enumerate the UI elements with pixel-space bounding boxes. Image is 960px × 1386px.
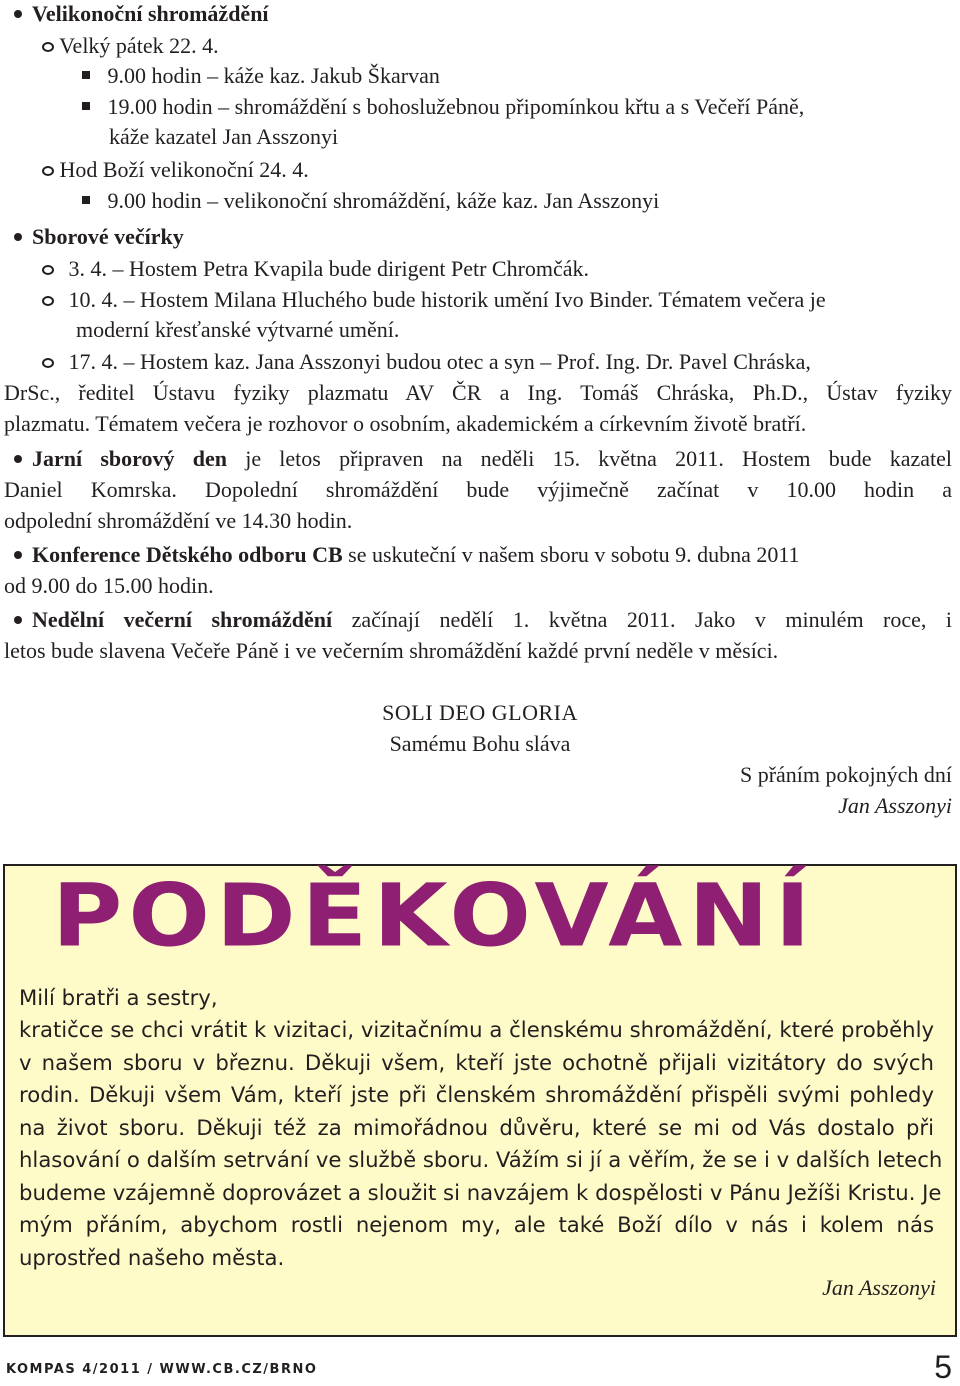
evening-item-1: 3. 4. – Hostem Petra Kvapila bude dirigent Petr Chromčák. — [42, 253, 589, 284]
evening-item-3-cont: DrSc., ředitel Ústavu fyziky plazmatu AV ČR a Ing. Tomáš Chráska, Ph.D., Ústav fyziky — [4, 380, 952, 405]
footer-publication: KOMPAS 4/2011 / WWW.CB.CZ/BRNO — [6, 1362, 318, 1377]
easter-sunday-service-1: 9.00 hodin – velikonoční shromáždění, káže kaz. Jan Asszonyi — [82, 185, 659, 216]
spring-day-paragraph: Jarní sborový den je letos připraven na neděli 15. května 2011. Hostem bude kazatel — [14, 443, 952, 474]
square-bullet-icon — [82, 71, 90, 79]
good-friday-item: Velký pátek 22. 4. — [42, 30, 219, 61]
sunday-evening-paragraph: Nedělní večerní shromáždění začínají nedělí 1. května 2011. Jako v minulém roce, i — [14, 604, 952, 635]
bullet-icon — [14, 455, 22, 463]
signature: Jan Asszonyi — [838, 793, 952, 818]
thanks-line: rodin. Děkuji všem Vám, kteří jste při členském shromáždění přispěli svými pohledy — [19, 1082, 934, 1107]
thanks-line: budeme vzájemně doprovázet a sloužit si navzájem k dospělosti v Pánu Ježíši Kristu. Je — [19, 1180, 942, 1205]
circle-bullet-icon — [42, 42, 54, 52]
easter-sunday-item: Hod Boží velikonoční 24. 4. — [42, 154, 309, 185]
spring-day-line-2: Daniel Komrska. Dopolední shromáždění bude výjimečně začínat v 10.00 hodin a — [4, 477, 952, 502]
thanks-line: hlasování o dalším setrvání ve službě sboru. Vážím si jí a věřím, že se i v dalších letech — [19, 1147, 943, 1172]
thanks-line: kratičce se chci vrátit k vizitaci, vizitačnímu a členskému shromáždění, které proběhly — [19, 1017, 934, 1042]
motto-translation: Samému Bohu sláva — [389, 731, 571, 756]
evening-item-3: 17. 4. – Hostem kaz. Jana Asszonyi budou otec a syn – Prof. Ing. Dr. Pavel Chráska, — [42, 346, 811, 377]
circle-bullet-icon — [42, 166, 54, 176]
sunday-evening-line-2: letos bude slavena Večeře Páně i ve večerním shromáždění každé první neděle v měsíci. — [4, 638, 779, 663]
conference-paragraph: Konference Dětského odboru CB se uskuteční v našem sboru v sobotu 9. dubna 2011 — [14, 539, 800, 570]
evenings-heading: Sborové večírky — [14, 221, 184, 252]
conference-line-2: od 9.00 do 15.00 hodin. — [4, 573, 214, 598]
good-friday-service-1: 9.00 hodin – káže kaz. Jakub Škarvan — [82, 60, 440, 91]
circle-bullet-icon — [42, 296, 54, 306]
thanks-last-line: uprostřed našeho města. — [19, 1245, 285, 1270]
evening-item-3-cont2: plazmatu. Tématem večera je rozhovor o osobním, akademickém a církevním životě bratří. — [4, 411, 807, 436]
motto: SOLI DEO GLORIA — [382, 700, 578, 725]
bullet-icon — [14, 616, 22, 624]
thanks-line: mým přáním, abychom rostli nejenom my, ale také Boží dílo v nás i kolem nás — [19, 1212, 934, 1237]
thanks-line: v našem sboru v březnu. Děkuji všem, kteří jste ochotně přijali vizitátory do svých — [19, 1050, 934, 1075]
easter-heading: Velikonoční shromáždění — [14, 0, 269, 29]
evening-item-2-cont: moderní křesťanské výtvarné umění. — [76, 317, 400, 342]
thanks-headline: PODĚKOVÁNÍ — [52, 865, 817, 967]
thanks-signature: Jan Asszonyi — [822, 1275, 936, 1300]
circle-bullet-icon — [42, 265, 54, 275]
good-friday-service-2: 19.00 hodin – shromáždění s bohoslužebnou připomínkou křtu a s Večeří Páně, — [82, 91, 804, 122]
square-bullet-icon — [82, 196, 90, 204]
thanks-line: na život sboru. Děkuji též za mimořádnou důvěru, které se mi od Vás dostalo při — [19, 1115, 934, 1140]
greeting: S přáním pokojných dní — [739, 762, 952, 787]
bullet-icon — [14, 233, 22, 241]
spring-day-line-3: odpolední shromáždění ve 14.30 hodin. — [4, 508, 353, 533]
good-friday-service-2-cont: káže kazatel Jan Asszonyi — [109, 124, 339, 149]
square-bullet-icon — [82, 102, 90, 110]
bullet-icon — [14, 551, 22, 559]
circle-bullet-icon — [42, 358, 54, 368]
evening-item-2: 10. 4. – Hostem Milana Hluchého bude historik umění Ivo Binder. Tématem večera je — [42, 284, 826, 315]
page-number: 5 — [934, 1349, 952, 1385]
bullet-icon — [14, 10, 22, 18]
thanks-salutation: Milí bratři a sestry, — [19, 985, 218, 1010]
